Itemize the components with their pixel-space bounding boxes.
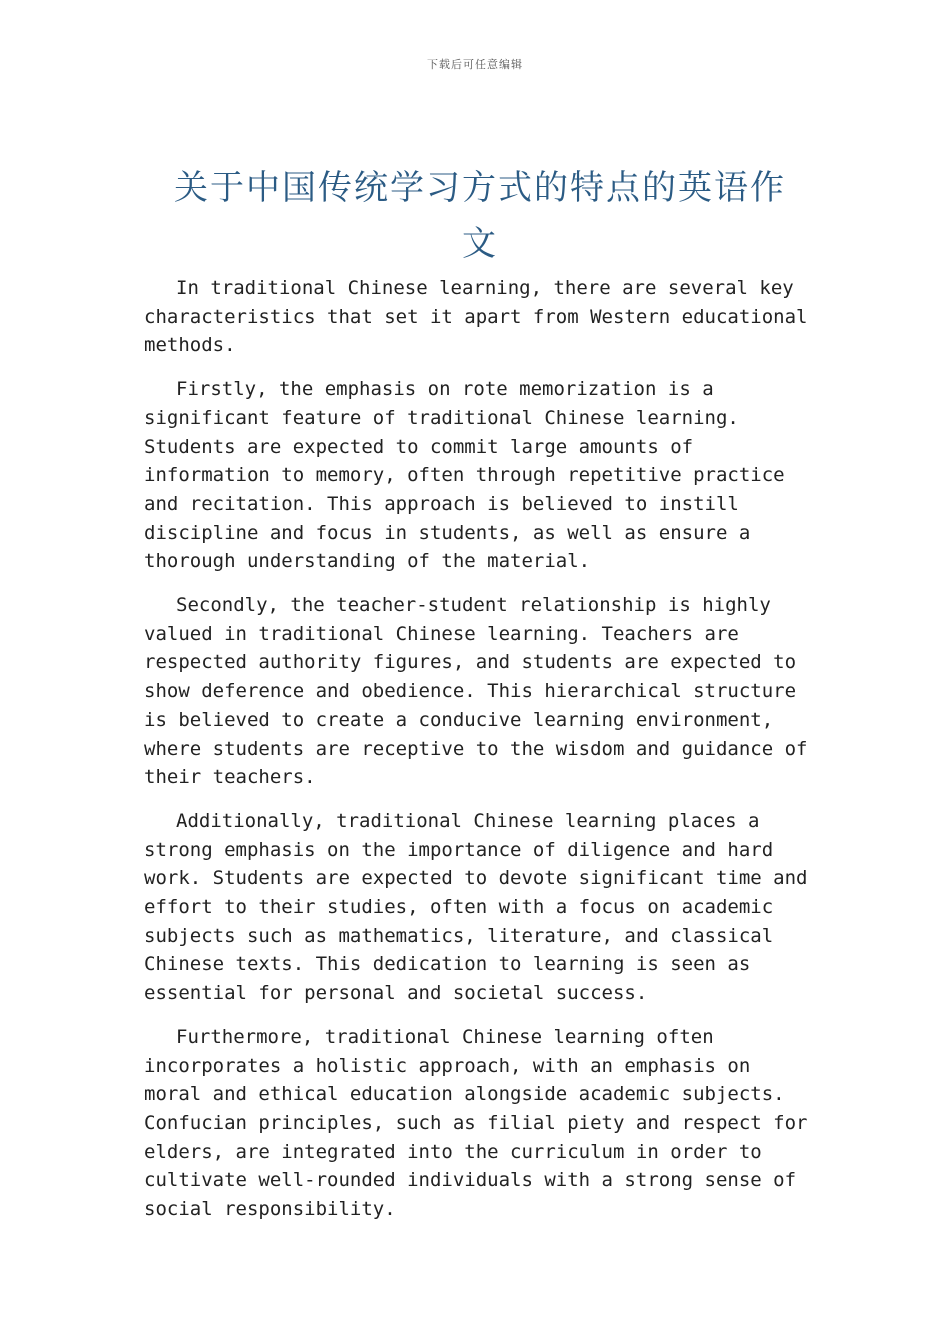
document-title: 关于中国传统学习方式的特点的英语作文 — [174, 168, 786, 264]
paragraph-diligence: Additionally, traditional Chinese learning places a strong emphasis on the importance of diligence and hard work. Students are expected to devote significant time and effort to their studies, often with a focus on academic subjects such as mathematics, literature, and classical Chinese texts. This dedication to learning is seen as essential for personal and societal success. — [144, 809, 808, 1005]
paragraph-holistic: Furthermore, traditional Chinese learning often incorporates a holistic approach, with an emphasis on moral and ethical education alongside academic subjects. Confucian principles, such as filial piety and respect for elders, are integrated into the curriculum in order to cultivate well-rounded individuals with a strong sense of social responsibility. — [144, 1025, 808, 1221]
paragraph-teacher-student: Secondly, the teacher-student relationship is highly valued in traditional Chinese learning. Teachers are respected authority figures, and students are expected to show deference and obedience. This hierarchical structure is believed to create a conducive learning environment, where students are receptive to the wisdom and guidance of their teachers. — [144, 594, 808, 789]
paragraph-memorization: Firstly, the emphasis on rote memorization is a significant feature of traditional Chinese learning. Students are expected to commit large amounts of information to memory, often through repetitive practice and recitation. This approach is believed to instill discipline and focus in students, as well as ensure a thorough understanding of the material. — [144, 378, 785, 573]
header-note: 下载后可任意编辑 — [427, 58, 523, 71]
document-body — [144, 274, 812, 1239]
paragraph-intro: In traditional Chinese learning, there are several key characteristics that set it apart from Western educational methods. — [144, 277, 808, 357]
